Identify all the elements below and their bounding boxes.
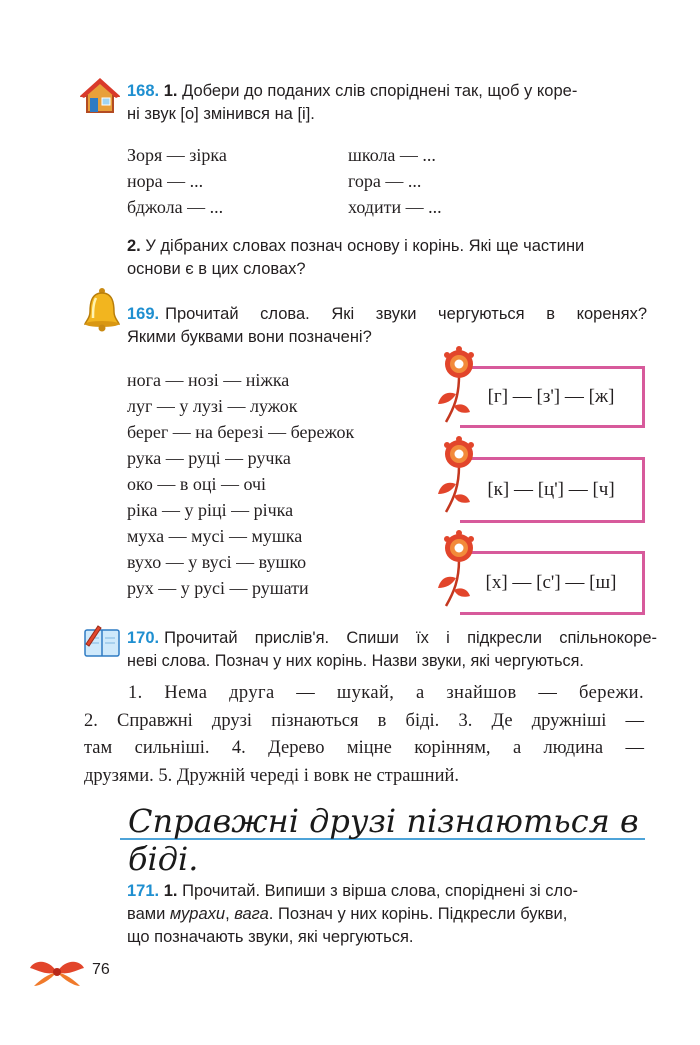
house-icon bbox=[80, 76, 120, 120]
word-row: нога — нозі — ніжка bbox=[127, 370, 290, 390]
ex168-words-left bbox=[127, 142, 347, 220]
notebook-pen-icon bbox=[82, 622, 122, 664]
flower-ornament-icon bbox=[436, 436, 482, 514]
handwriting-sample: Справжні друзі пізнаються в біді. bbox=[128, 802, 639, 878]
ex170-instruction bbox=[127, 627, 657, 673]
word-row: вухо — у вусі — вушко bbox=[127, 552, 307, 572]
ex171-line3: що позначають звуки, які чергуються. bbox=[127, 928, 414, 946]
ex168-line1: Добери до поданих слів споріднені так, щоб у коре- bbox=[182, 82, 578, 100]
word-pair: ходити — ... bbox=[348, 197, 442, 217]
ex168-number: 168. bbox=[127, 82, 160, 100]
bell-icon bbox=[82, 286, 122, 336]
ex171-line1: Прочитай. Випиши з вірша слова, споріднені зі сло- bbox=[182, 882, 579, 900]
sound-box-2-text: [к] — [ц'] — [ч] bbox=[487, 479, 615, 500]
ex168-part2-line1: У дібраних словах познач основу і корінь. Які ще частини bbox=[145, 237, 585, 255]
ex168-instruction bbox=[127, 80, 647, 126]
ex170-line2: неві слова. Познач у них корінь. Назви звуки, які чергуються. bbox=[127, 652, 584, 670]
flower-ornament-icon bbox=[436, 346, 482, 424]
ex171-italic-word: вага bbox=[234, 905, 269, 923]
ex168-part2-line2: основи є в цих словах? bbox=[127, 260, 306, 278]
ex169-line2: Якими буквами вони позначені? bbox=[127, 328, 372, 346]
word-pair: школа — ... bbox=[348, 145, 436, 165]
ex168-part1-number: 1. bbox=[163, 82, 178, 100]
sound-box-1-text: [г] — [з'] — [ж] bbox=[487, 386, 615, 407]
proverb-line: там сильніші. 4. Дерево міцне корінням, а людина — bbox=[84, 738, 644, 758]
ex169-number: 169. bbox=[127, 305, 160, 323]
ex171-line2-b: , bbox=[225, 905, 235, 923]
word-row: рух — у русі — рушати bbox=[127, 578, 309, 598]
sound-box-3 bbox=[460, 551, 645, 615]
word-row: око — в оці — очі bbox=[127, 474, 267, 494]
word-pair: нора — ... bbox=[127, 171, 204, 191]
ex169-word-list bbox=[127, 367, 427, 601]
ex170-proverbs bbox=[84, 680, 644, 790]
flower-ornament-icon bbox=[436, 530, 482, 608]
word-row: луг — у лузі — лужок bbox=[127, 396, 298, 416]
ex170-number: 170. bbox=[127, 629, 160, 647]
ex170-line1: Прочитай прислів'я. Спиши їх і підкресли спільнокоре- bbox=[164, 629, 657, 647]
leaf-ornament-icon bbox=[28, 954, 86, 994]
sound-box-2 bbox=[460, 457, 645, 523]
ex169-line1: Прочитай слова. Які звуки чергуються в коренях? bbox=[165, 305, 647, 323]
proverb-line: 1. Нема друга — шукай, а знайшов — бережи. bbox=[128, 683, 644, 703]
ex168-line2: ні звук [о] змінився на [і]. bbox=[127, 105, 315, 123]
word-row: берег — на березі — бережок bbox=[127, 422, 355, 442]
ex171-line2-c: . Познач у них корінь. Підкресли букви, bbox=[268, 905, 568, 923]
proverb-line: 2. Справжні друзі пізнаються в біді. 3. Де дружніші — bbox=[84, 710, 644, 731]
word-row: муха — мусі — мушка bbox=[127, 526, 303, 546]
proverb-line: друзями. 5. Дружній череді і вовк не страшний. bbox=[84, 765, 459, 786]
sound-box-3-text: [х] — [с'] — [ш] bbox=[485, 572, 617, 593]
word-pair: бджола — ... bbox=[127, 197, 224, 217]
ex169-instruction bbox=[127, 303, 647, 349]
ex168-part2-number: 2. bbox=[127, 237, 141, 255]
word-row: рука — руці — ручка bbox=[127, 448, 291, 468]
ex171-italic-word: мурахи bbox=[169, 905, 226, 923]
ex171-instruction bbox=[127, 880, 657, 949]
ex171-part1-number: 1. bbox=[163, 882, 178, 900]
page-number: 76 bbox=[92, 961, 110, 978]
word-pair: Зоря — зірка bbox=[127, 145, 227, 165]
word-pair: гора — ... bbox=[348, 171, 422, 191]
ex171-line2-a: вами bbox=[127, 905, 170, 923]
ex168-words-right bbox=[348, 142, 568, 220]
word-row: ріка — у ріці — річка bbox=[127, 500, 294, 520]
ex171-number: 171. bbox=[127, 882, 160, 900]
ex168-part2 bbox=[127, 235, 657, 281]
sound-box-1 bbox=[460, 366, 645, 428]
